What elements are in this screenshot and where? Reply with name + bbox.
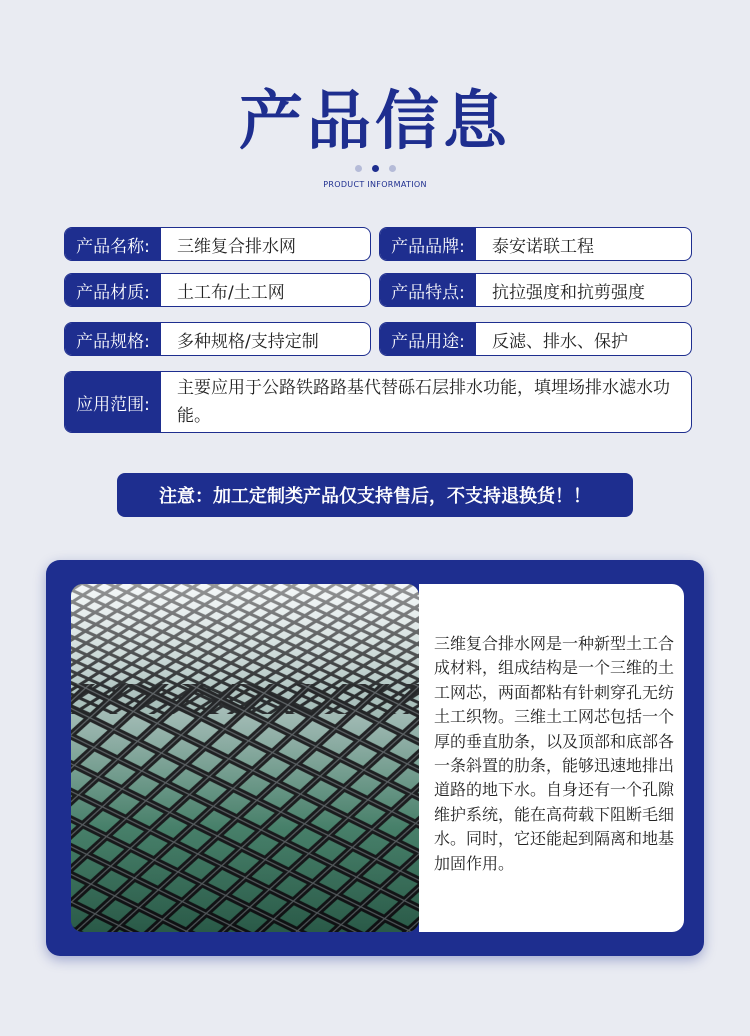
field-label: 产品规格: (65, 323, 161, 355)
indicator-dot-active (372, 165, 379, 172)
field-label: 产品名称: (65, 228, 161, 260)
indicator-dot (355, 165, 362, 172)
field-value: 多种规格/支持定制 (177, 331, 319, 352)
field-spec (64, 322, 371, 356)
drainage-net-photo (71, 584, 419, 932)
field-value: 主要应用于公路铁路路基代替砾石层排水功能，填埋场排水滤水功能。 (177, 378, 670, 426)
notice-banner: 注意：加工定制类产品仅支持售后，不支持退换货！！ (117, 473, 633, 517)
field-label: 应用范围: (65, 372, 161, 432)
field-label: 产品材质: (65, 274, 161, 306)
field-value: 泰安诺联工程 (492, 236, 594, 257)
field-product-name (64, 227, 371, 261)
field-material (64, 273, 371, 307)
page-subtitle: PRODUCT INFORMATION (323, 180, 427, 189)
page-indicator (0, 157, 750, 176)
product-description: 三维复合排水网是一种新型土工合成材料，组成结构是一个三维的土工网芯，两面都粘有针刺穿孔无纺土工织物。三维土工网芯包括一个厚的垂直肋条，以及顶部和底部各一条斜置的肋条，能够迅速地排出道路的地下水。自身还有一个孔隙维护系统，能在高荷载下阻断毛细水。同时，它还能起到隔离和地基加固作用。 (434, 634, 675, 873)
page-title: 产品信息 (239, 85, 511, 159)
field-brand (379, 227, 692, 261)
field-value: 土工布/土工网 (177, 282, 285, 303)
field-label: 产品品牌: (380, 228, 476, 260)
field-value: 抗拉强度和抗剪强度 (492, 282, 645, 303)
field-label: 产品特点: (380, 274, 476, 306)
field-usage (379, 322, 692, 356)
field-features (379, 273, 692, 307)
field-value: 反滤、排水、保护 (492, 331, 628, 352)
field-label: 产品用途: (380, 323, 476, 355)
field-application (64, 371, 692, 433)
field-value: 三维复合排水网 (177, 236, 296, 257)
indicator-dot (389, 165, 396, 172)
